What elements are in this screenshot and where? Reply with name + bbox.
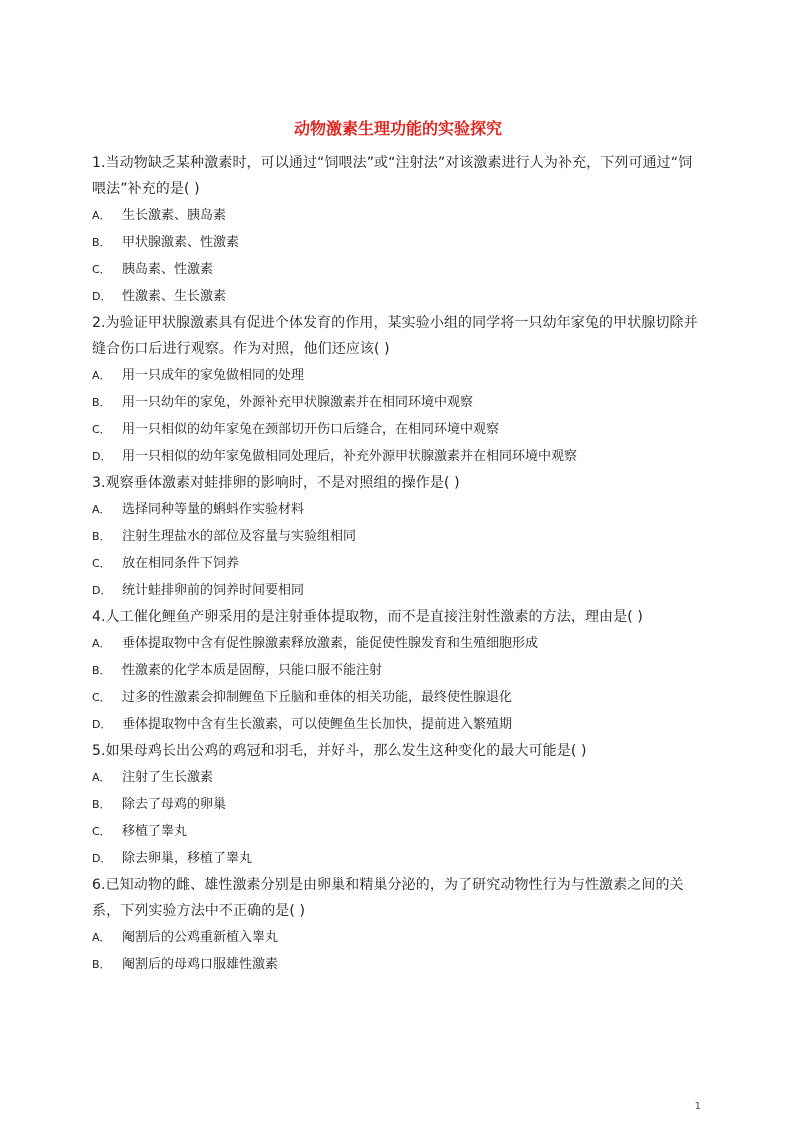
option-b <box>92 791 704 818</box>
option-letter: D． <box>92 718 112 731</box>
option-letter: C． <box>92 691 111 704</box>
document-title: 动物激素生理功能的实验探究 <box>293 119 502 138</box>
option-d <box>92 283 704 310</box>
option-a <box>92 924 704 951</box>
option-letter: D． <box>92 584 112 597</box>
option-d <box>92 577 704 604</box>
option-letter: A． <box>92 637 111 650</box>
document-page <box>92 118 704 978</box>
question-stem: 1.当动物缺乏某种激素时，可以通过“饲喂法”或“注射法”对该激素进行人为补充，下列可通过“饲喂法”补充的是( ) <box>92 155 693 197</box>
option-text: 性激素、生长激素 <box>122 289 227 304</box>
option-a <box>92 496 704 523</box>
question-stem: 4.人工催化鲤鱼产卵采用的是注射垂体提取物，而不是直接注射性激素的方法，理由是( ) <box>92 609 643 625</box>
option-c <box>92 684 704 711</box>
option-text: 选择同种等量的蝌蚪作实验材料 <box>122 502 305 517</box>
option-letter: B． <box>92 236 111 249</box>
option-text: 除去了母鸡的卵巢 <box>122 797 227 812</box>
option-text: 注射生理盐水的部位及容量与实验组相同 <box>122 529 357 544</box>
option-text: 移植了睾丸 <box>122 824 188 839</box>
question-4 <box>92 604 704 738</box>
option-text: 性激素的化学本质是固醇，只能口服不能注射 <box>122 663 383 678</box>
option-letter: A． <box>92 209 111 222</box>
question-stem: 5.如果母鸡长出公鸡的鸡冠和羽毛，并好斗，那么发生这种变化的最大可能是( ) <box>92 743 587 759</box>
option-text: 除去卵巢，移植了睾丸 <box>122 851 253 866</box>
option-text: 胰岛素、性激素 <box>122 262 214 277</box>
question-5 <box>92 738 704 872</box>
option-letter: A． <box>92 771 111 784</box>
question-6 <box>92 872 704 978</box>
question-3 <box>92 470 704 604</box>
page-number: 1 <box>694 1101 701 1112</box>
option-b <box>92 951 704 978</box>
option-text: 甲状腺激素、性激素 <box>122 235 240 250</box>
option-text: 用一只相似的幼年家兔做相同处理后，补充外源甲状腺激素并在相同环境中观察 <box>122 449 578 464</box>
option-a <box>92 764 704 791</box>
option-letter: D． <box>92 852 112 865</box>
option-letter: A． <box>92 931 111 944</box>
option-b <box>92 523 704 550</box>
option-text: 用一只幼年的家兔，外源补充甲状腺激素并在相同环境中观察 <box>122 395 474 410</box>
option-c <box>92 416 704 443</box>
option-a <box>92 362 704 389</box>
option-letter: C． <box>92 423 111 436</box>
option-text: 用一只成年的家兔做相同的处理 <box>122 368 305 383</box>
option-letter: A． <box>92 369 111 382</box>
option-text: 垂体提取物中含有促性腺激素释放激素，能促使性腺发育和生殖细胞形成 <box>122 636 539 651</box>
question-2 <box>92 310 704 470</box>
option-text: 阉割后的公鸡重新植入睾丸 <box>122 930 279 945</box>
option-text: 统计蛙排卵前的饲养时间要相同 <box>122 583 305 598</box>
option-b <box>92 657 704 684</box>
option-text: 过多的性激素会抑制鲤鱼下丘脑和垂体的相关功能，最终使性腺退化 <box>122 690 513 705</box>
option-d <box>92 845 704 872</box>
option-letter: A． <box>92 503 111 516</box>
option-letter: B． <box>92 664 111 677</box>
option-letter: B． <box>92 396 111 409</box>
question-stem: 2.为验证甲状腺激素具有促进个体发育的作用，某实验小组的同学将一只幼年家兔的甲状腺切除并缝合伤口后进行观察。作为对照，他们还应该( ) <box>92 315 698 357</box>
option-letter: C． <box>92 263 111 276</box>
option-a <box>92 630 704 657</box>
option-c <box>92 818 704 845</box>
option-c <box>92 550 704 577</box>
option-a <box>92 202 704 229</box>
option-letter: B． <box>92 530 111 543</box>
option-text: 放在相同条件下饲养 <box>122 556 240 571</box>
option-d <box>92 711 704 738</box>
option-letter: C． <box>92 825 111 838</box>
option-letter: B． <box>92 958 111 971</box>
option-letter: C． <box>92 557 111 570</box>
question-stem: 6.已知动物的雌、雄性激素分别是由卵巢和精巢分泌的，为了研究动物性行为与性激素之间的关系，下列实验方法中不正确的是( ) <box>92 877 684 919</box>
option-letter: B． <box>92 798 111 811</box>
option-d <box>92 443 704 470</box>
option-text: 注射了生长激素 <box>122 770 214 785</box>
option-letter: D． <box>92 290 112 303</box>
option-c <box>92 256 704 283</box>
option-text: 用一只相似的幼年家兔在颈部切开伤口后缝合，在相同环境中观察 <box>122 422 500 437</box>
option-text: 垂体提取物中含有生长激素，可以使鲤鱼生长加快，提前进入繁殖期 <box>122 717 513 732</box>
option-text: 阉割后的母鸡口服雄性激素 <box>122 957 279 972</box>
question-1 <box>92 150 704 310</box>
question-stem: 3.观察垂体激素对蛙排卵的影响时，不是对照组的操作是( ) <box>92 475 460 491</box>
option-letter: D． <box>92 450 112 463</box>
option-text: 生长激素、胰岛素 <box>122 208 227 223</box>
option-b <box>92 389 704 416</box>
option-b <box>92 229 704 256</box>
